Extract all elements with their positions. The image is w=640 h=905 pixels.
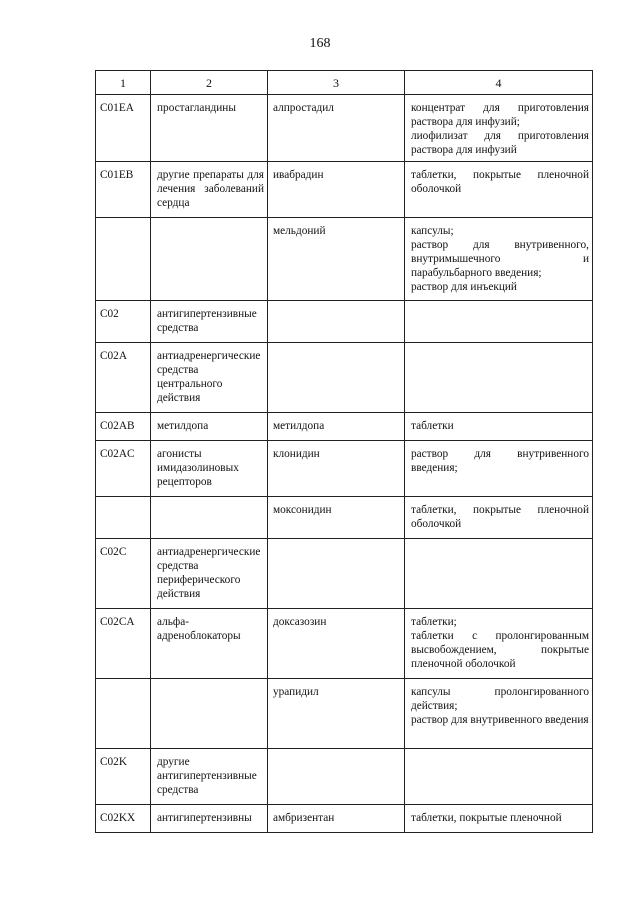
drug-name-cell: метилдопа	[268, 413, 405, 441]
pharmacological-group-cell: антигипертензивны	[151, 805, 268, 833]
dosage-form-item: таблетки	[411, 420, 454, 432]
atc-code-cell: C02AC	[96, 441, 151, 497]
table-body	[96, 95, 593, 833]
drug-name-cell: мельдоний	[268, 218, 405, 301]
dosage-form-item: капсулы;	[411, 225, 454, 237]
table-row	[96, 95, 593, 162]
dosage-form-item: раствор для внутривенного введения;	[411, 448, 589, 474]
atc-code-cell: C02K	[96, 749, 151, 805]
column-header-4: 4	[405, 71, 593, 95]
dosage-form-item: лиофилизат для приготовления раствора для инфузий	[411, 130, 589, 156]
atc-code-cell: C02	[96, 301, 151, 343]
table-row	[96, 497, 593, 539]
page-number: 168	[309, 36, 331, 51]
table-row	[96, 218, 593, 301]
dosage-form-item: таблетки с пролонгированным высвобождением, покрытые пленочной оболочкой	[411, 630, 589, 670]
column-header-1: 1	[96, 71, 151, 95]
atc-code-cell: C02AB	[96, 413, 151, 441]
table-row	[96, 805, 593, 833]
table-row	[96, 609, 593, 679]
dosage-form-item: раствор для внутривенного, внутримышечного и парабульбарного введения;	[411, 239, 589, 279]
dosage-form-cell	[405, 218, 593, 301]
table-header	[96, 71, 593, 95]
dosage-form-item: концентрат для приготовления раствора для инфузий;	[411, 102, 589, 128]
dosage-form-item: капсулы пролонгированного действия;	[411, 686, 589, 712]
drug-name-cell	[268, 343, 405, 413]
pharmacological-group-cell: другие препараты для лечения заболеваний сердца	[151, 162, 268, 218]
dosage-form-cell	[405, 413, 593, 441]
table-row	[96, 539, 593, 609]
table-header-row	[96, 71, 593, 95]
drug-name-cell: клонидин	[268, 441, 405, 497]
dosage-form-cell	[405, 749, 593, 805]
dosage-form-cell	[405, 343, 593, 413]
pharmacological-group-cell: простагландины	[151, 95, 268, 162]
pharmacological-group-cell: антигипертензивные средства	[151, 301, 268, 343]
dosage-form-cell	[405, 805, 593, 833]
dosage-form-cell	[405, 539, 593, 609]
atc-code-cell	[96, 497, 151, 539]
pharmacological-group-cell: агонисты имидазолиновых рецепторов	[151, 441, 268, 497]
dosage-form-cell	[405, 162, 593, 218]
dosage-form-cell	[405, 95, 593, 162]
pharmacological-group-cell: метилдопа	[151, 413, 268, 441]
dosage-form-cell	[405, 301, 593, 343]
table-row	[96, 343, 593, 413]
dosage-form-item: таблетки, покрытые пленочной оболочкой	[411, 169, 589, 195]
dosage-form-item: таблетки;	[411, 616, 457, 628]
pharmacological-group-cell: антиадренергические средства периферического действия	[151, 539, 268, 609]
pharmacological-group-cell	[151, 679, 268, 749]
drug-name-cell: алпростадил	[268, 95, 405, 162]
dosage-form-cell	[405, 679, 593, 749]
pharmacological-group-cell: альфа-адреноблокаторы	[151, 609, 268, 679]
drug-name-cell: ивабрадин	[268, 162, 405, 218]
atc-code-cell: C01EB	[96, 162, 151, 218]
dosage-form-cell	[405, 441, 593, 497]
table-row	[96, 301, 593, 343]
table-row	[96, 162, 593, 218]
drug-table	[95, 70, 593, 833]
atc-code-cell: C02C	[96, 539, 151, 609]
pharmacological-group-cell	[151, 218, 268, 301]
atc-code-cell	[96, 679, 151, 749]
table-row	[96, 749, 593, 805]
table-row	[96, 413, 593, 441]
drug-name-cell: доксазозин	[268, 609, 405, 679]
atc-code-cell: C01EA	[96, 95, 151, 162]
drug-name-cell	[268, 301, 405, 343]
dosage-form-item: раствор для инъекций	[411, 281, 517, 293]
atc-code-cell	[96, 218, 151, 301]
dosage-form-cell	[405, 609, 593, 679]
dosage-form-item: таблетки, покрытые пленочной	[411, 812, 562, 824]
dosage-form-cell	[405, 497, 593, 539]
table-row	[96, 679, 593, 749]
atc-code-cell: C02CA	[96, 609, 151, 679]
drug-name-cell: моксонидин	[268, 497, 405, 539]
pharmacological-group-cell	[151, 497, 268, 539]
atc-code-cell: C02KX	[96, 805, 151, 833]
drug-name-cell	[268, 539, 405, 609]
atc-code-cell: C02A	[96, 343, 151, 413]
table-row	[96, 441, 593, 497]
dosage-form-item: таблетки, покрытые пленочной оболочкой	[411, 504, 589, 530]
column-header-3: 3	[268, 71, 405, 95]
dosage-form-item: раствор для внутривенного введения	[411, 714, 589, 726]
column-header-2: 2	[151, 71, 268, 95]
drug-name-cell	[268, 749, 405, 805]
pharmacological-group-cell: антиадренергические средства центрального действия	[151, 343, 268, 413]
pharmacological-group-cell: другие антигипертензивные средства	[151, 749, 268, 805]
drug-name-cell: урапидил	[268, 679, 405, 749]
drug-name-cell: амбризентан	[268, 805, 405, 833]
